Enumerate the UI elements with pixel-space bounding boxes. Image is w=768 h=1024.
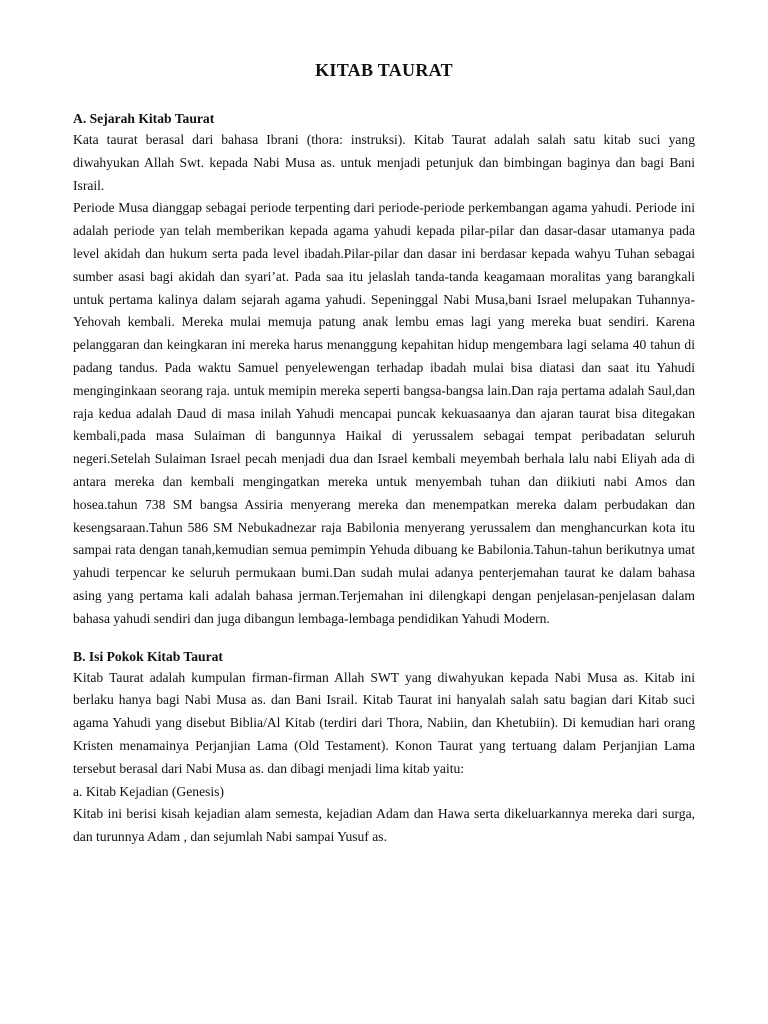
section-a-paragraph-1: Kata taurat berasal dari bahasa Ibrani (thora: instruksi). Kitab Taurat adalah salah satu kitab suci yang diwahyukan Allah Swt. kepada Nabi Musa as. untuk menjadi petunjuk dan bimbingan baginya dan bagi Bani Israil. <box>73 132 695 193</box>
section-b-sub-item-text: Kitab ini berisi kisah kejadian alam semesta, kejadian Adam dan Hawa serta dikeluarkannya mereka dari surga, dan turunnya Adam , dan sejumlah Nabi sampai Yusuf as. <box>73 806 695 845</box>
section-b-heading: B. Isi Pokok Kitab Taurat <box>73 648 223 664</box>
section-b-sub-item-label: a. Kitab Kejadian (Genesis) <box>73 783 224 799</box>
document-title: KITAB TAURAT <box>315 60 453 80</box>
section-spacer <box>73 631 695 647</box>
section-b-paragraph: Kitab Taurat adalah kumpulan firman-firman Allah SWT yang diwahyukan kepada Nabi Musa as. Kitab ini berlaku hanya bagi Nabi Musa as. dan Bani Israil. Kitab Taurat ini hanyalah salah satu bagian dari Kitab suci agama Yahudi yang disebut Biblia/Al Kitab (terdiri dari Thora, Nabiin, dan Khetubiin). Di kemudian hari orang Kristen menamainya Perjanjian Lama (Old Testament). Konon Taurat yang tertuang dalam Perjanjian Lama tersebut berasal dari Nabi Musa as. dan dibagi menjadi lima kitab yaitu: <box>73 669 695 776</box>
section-a-heading: A. Sejarah Kitab Taurat <box>73 111 215 126</box>
document-page <box>73 60 695 849</box>
section-a-paragraph-2: Periode Musa dianggap sebagai periode terpenting dari periode-periode perkembangan agama yahudi. Periode ini adalah periode yan telah memberikan kepada agama yahudi kepada pilar-pilar dan dasar-dasar utamanya pada level akidah dan hukum serta pada level ibadah.Pilar-pilar dan dasar ini berdasar kepada wahyu Tuhan sebagai sumber asasi bagi akidah dan syari’at. Pada saa itu jelaslah tanda-tanda keagamaan moralitas yang barangkali untuk pertama kalinya dalam sejarah agama yahudi. Sepeninggal Nabi Musa,bani Israel melupakan Tuhannya-Yehovah kembali. Mereka mulai memuja patung anak lembu emas lagi yang mereka buat sendiri. Karena pelanggaran dan keingkaran ini mereka harus menanggung kepahitan hidup mengembara lagi selama 40 tahun di padang tandus. Pada waktu Samuel penyelewengan terhadap ibadah mulai bisa diatasi dan saat itu Yahudi menginginkaan seorang raja. untuk memipin mereka seperti bangsa-bangsa lain.Dan raja pertama adalah Saul,dan raja kedua adalah Daud di masa inilah Yahudi mencapai puncak kekuasaanya dan ajaran taurat bisa ditegakan kembali,pada masa Sulaiman di bangunnya Haikal di yerussalem sebagai tempat peribadatan seluruh negeri.Setelah Sulaiman Israel pecah menjadi dua dan Israel kembali meyembah berhala lalu nabi Eliyah ada di antara mereka dan kembali mengingatkan mereka untuk menyembah tuhan dan diikiuti nabi Amos dan hosea.tahun 738 SM bangsa Assiria menyerang mereka dan menempatkan mereka dalam perbudakan dan kesengsaraan.Tahun 586 SM Nebukadnezar raja Babilonia menyerang yerussalem dan menghancurkan kota itu sampai rata dengan tanah,kemudian semua pemimpin Yehuda dibuang ke Babilonia.Tahun-tahun berikutnya umat yahudi terpencar ke seluruh permukaan bumi.Dan sudah mulai adanya penterjemahan taurat ke dalam bahasa asing yang pertama kali adalah bahasa jerman.Terjemahan ini dilengkapi dengan penjelasan-penjelasan dalam bahasa yahudi sendiri dan juga dibangun lembaga-lembaga pendidikan Yahudi Modern. <box>73 200 695 626</box>
